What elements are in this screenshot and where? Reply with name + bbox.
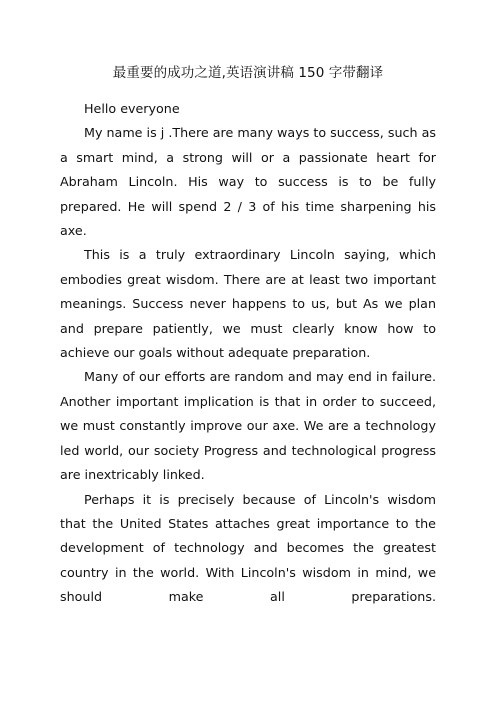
paragraph-2: This is a truly extraordinary Lincoln saying, which embodies great wisdom. There are at least two important meanings. Success never happens to us, but As we plan and prepare patiently, we must clearly know how to achieve our goals without adequate preparation. — [60, 247, 436, 361]
document-title: 最重要的成功之道,英语演讲稿 150 字带翻译 — [112, 65, 384, 81]
paragraph-3: Many of our efforts are random and may end in failure. Another important implication is that in order to succeed, we must constantly improve our axe. We are a technology led world, our society Progress and technological progress are inextricably linked. — [60, 369, 436, 483]
paragraph-1: My name is j .There are many ways to success, such as a smart mind, a strong will or a passionate heart for Abraham Lincoln. His way to success is to be fully prepared. He will spend 2 / 3 of his time sharpening his axe. — [60, 125, 436, 239]
document-body — [60, 97, 436, 610]
paragraph-4: Perhaps it is precisely because of Lincoln's wisdom that the United States attaches great importance to the development of technology and becomes the greatest country in the world. With Lincoln's wisdom in mind, we should make all preparations. — [60, 491, 436, 605]
greeting-paragraph: Hello everyone — [84, 101, 180, 116]
